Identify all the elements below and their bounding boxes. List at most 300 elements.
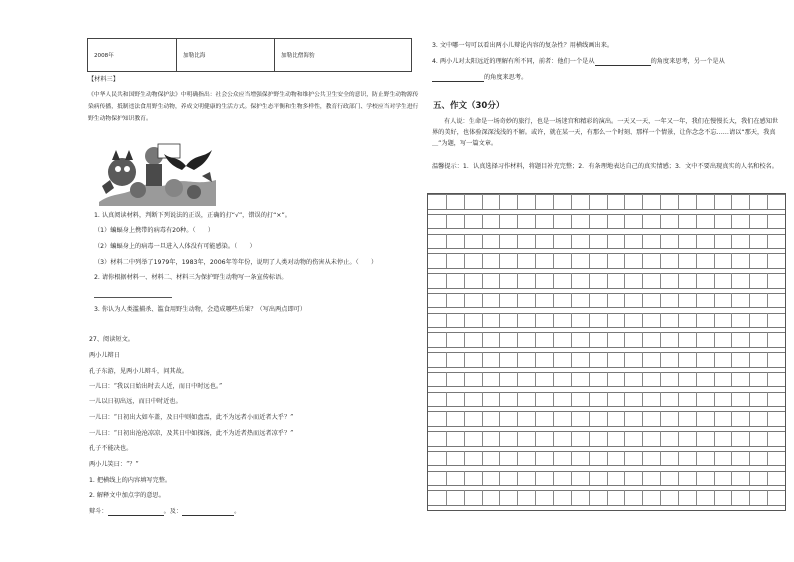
- passage-line-7: 两小儿笑曰：“？”: [89, 461, 139, 468]
- grid-cell-divider: [464, 352, 465, 367]
- grid-cell-divider: [607, 313, 608, 328]
- grid-row-bottom: [428, 505, 785, 506]
- passage-line-5: 一儿曰：“日初出沧沧凉凉，及其日中如探汤，此不为近者热而远者凉乎？”: [89, 430, 294, 437]
- grid-cell-divider: [589, 471, 590, 486]
- grid-cell-divider: [553, 214, 554, 229]
- grid-row-bottom: [428, 209, 785, 210]
- grid-cell-divider: [678, 234, 679, 249]
- grid-cell-divider: [589, 253, 590, 268]
- grid-cell-divider: [499, 431, 500, 446]
- section-heading-essay: 五、作文（30分）: [433, 101, 505, 111]
- question-1-1: （1）蝙蝠身上携带的病毒有20种。（ ）: [94, 227, 215, 234]
- grid-cell-divider: [589, 431, 590, 446]
- grid-cell-divider: [714, 313, 715, 328]
- answer-line: [94, 297, 172, 298]
- grid-cell-divider: [624, 234, 625, 249]
- grid-cell-divider: [607, 490, 608, 505]
- passage-line-3: 一儿以日初出远，而日中时近也。: [89, 398, 182, 405]
- grid-cell-divider: [535, 431, 536, 446]
- grid-cell-divider: [464, 471, 465, 486]
- grid-cell-divider: [446, 293, 447, 308]
- grid-cell-divider: [678, 214, 679, 229]
- grid-cell-divider: [749, 234, 750, 249]
- grid-cell-divider: [517, 313, 518, 328]
- grid-cell-divider: [571, 332, 572, 347]
- grid-cell-divider: [589, 392, 590, 407]
- grid-cell-divider: [749, 352, 750, 367]
- grid-cell-divider: [517, 392, 518, 407]
- grid-cell-divider: [446, 273, 447, 288]
- grid-cell-divider: [482, 431, 483, 446]
- grid-cell-divider: [482, 273, 483, 288]
- grid-cell-divider: [553, 392, 554, 407]
- grid-cell-divider: [696, 293, 697, 308]
- grid-cell-divider: [499, 411, 500, 426]
- grid-cell-divider: [517, 471, 518, 486]
- grid-cell-divider: [464, 253, 465, 268]
- grid-cell-divider: [482, 490, 483, 505]
- grid-cell-divider: [714, 431, 715, 446]
- grid-cell-divider: [660, 451, 661, 466]
- question-27: 27、阅读短文。: [89, 336, 134, 343]
- grid-cell-divider: [517, 194, 518, 209]
- grid-cell-divider: [642, 293, 643, 308]
- grid-cell-divider: [696, 234, 697, 249]
- grid-cell-divider: [535, 352, 536, 367]
- answer-blank[interactable]: [108, 515, 164, 516]
- grid-cell-divider: [624, 332, 625, 347]
- grid-cell-divider: [482, 411, 483, 426]
- grid-cell-divider: [589, 313, 590, 328]
- grid-cell-divider: [714, 273, 715, 288]
- grid-cell-divider: [517, 273, 518, 288]
- grid-cell-divider: [714, 253, 715, 268]
- grid-cell-divider: [607, 273, 608, 288]
- grid-cell-divider: [464, 490, 465, 505]
- grid-cell-divider: [624, 253, 625, 268]
- grid-cell-divider: [767, 372, 768, 387]
- grid-cell-divider: [767, 431, 768, 446]
- grid-cell-divider: [624, 214, 625, 229]
- grid-cell-divider: [714, 293, 715, 308]
- grid-cell-divider: [696, 372, 697, 387]
- grid-cell-divider: [642, 234, 643, 249]
- grid-cell-divider: [446, 234, 447, 249]
- bat-cartoon-illustration: [94, 136, 220, 206]
- question-3-right: 3. 文中哪一句可以看出两小儿辩论内容的复杂性？用横线画出来。: [432, 42, 614, 49]
- essay-tips: 温馨提示：1．认真选择习作材料，将题目补充完整；2．有条理地表达自己的真实情感；3．文中不要出现真实的人名和校名。: [432, 163, 778, 170]
- grid-cell-divider: [589, 490, 590, 505]
- answer-blank[interactable]: [182, 515, 234, 516]
- grid-cell-divider: [660, 372, 661, 387]
- grid-row-bottom: [428, 406, 785, 407]
- grid-cell-divider: [642, 392, 643, 407]
- grid-cell-divider: [535, 313, 536, 328]
- grid-cell-divider: [678, 313, 679, 328]
- grid-cell-divider: [535, 214, 536, 229]
- grid-cell-divider: [553, 332, 554, 347]
- grid-cell-divider: [714, 451, 715, 466]
- grid-cell-divider: [731, 392, 732, 407]
- grid-cell-divider: [678, 194, 679, 209]
- question-4-part-b: 的角度来思考，另一个是从: [650, 58, 725, 65]
- grid-cell-divider: [553, 234, 554, 249]
- grid-cell-divider: [731, 451, 732, 466]
- grid-cell-divider: [571, 392, 572, 407]
- grid-cell-divider: [767, 194, 768, 209]
- grid-cell-divider: [517, 451, 518, 466]
- grid-cell-divider: [535, 273, 536, 288]
- grid-cell-divider: [642, 253, 643, 268]
- sub-question-2-label-a: 辩斗：: [89, 508, 108, 515]
- grid-row-bottom: [428, 485, 785, 486]
- grid-cell-divider: [499, 490, 500, 505]
- sub-question-2: 2. 解释文中加点字的意思。: [89, 492, 165, 499]
- grid-cell-divider: [678, 490, 679, 505]
- grid-cell-divider: [642, 214, 643, 229]
- grid-cell-divider: [517, 352, 518, 367]
- grid-cell-divider: [535, 234, 536, 249]
- grid-cell-divider: [517, 411, 518, 426]
- grid-cell-divider: [607, 372, 608, 387]
- grid-cell-divider: [696, 411, 697, 426]
- grid-cell-divider: [767, 411, 768, 426]
- grid-cell-divider: [767, 214, 768, 229]
- grid-cell-divider: [553, 471, 554, 486]
- grid-cell-divider: [660, 490, 661, 505]
- grid-cell-divider: [482, 332, 483, 347]
- table-row: [88, 39, 412, 72]
- table-cell-animal: 加勒比僧海豹: [275, 39, 412, 72]
- grid-cell-divider: [624, 411, 625, 426]
- grid-cell-divider: [624, 372, 625, 387]
- grid-cell-divider: [714, 194, 715, 209]
- grid-cell-divider: [499, 273, 500, 288]
- grid-cell-divider: [731, 273, 732, 288]
- grid-row-bottom: [428, 347, 785, 348]
- grid-cell-divider: [607, 431, 608, 446]
- grid-cell-divider: [678, 332, 679, 347]
- grid-cell-divider: [714, 352, 715, 367]
- grid-cell-divider: [571, 214, 572, 229]
- grid-cell-divider: [499, 471, 500, 486]
- grid-cell-divider: [464, 392, 465, 407]
- grid-cell-divider: [660, 234, 661, 249]
- grid-cell-divider: [749, 372, 750, 387]
- grid-cell-divider: [624, 451, 625, 466]
- grid-cell-divider: [553, 313, 554, 328]
- grid-cell-divider: [535, 411, 536, 426]
- grid-cell-divider: [553, 352, 554, 367]
- passage-line-2: 一儿曰：“我以日始出时去人近，而日中时远也。”: [89, 383, 223, 390]
- grid-cell-divider: [642, 194, 643, 209]
- grid-cell-divider: [731, 471, 732, 486]
- grid-cell-divider: [607, 253, 608, 268]
- grid-cell-divider: [589, 273, 590, 288]
- question-1-3: （3）材料二中列举了1979年，1983年，2006年等年份，说明了人类对动物的伤害从未停止。（ ）: [94, 259, 378, 266]
- grid-cell-divider: [535, 194, 536, 209]
- grid-cell-divider: [482, 392, 483, 407]
- grid-cell-divider: [767, 392, 768, 407]
- grid-cell-divider: [642, 471, 643, 486]
- grid-cell-divider: [499, 194, 500, 209]
- grid-cell-divider: [499, 214, 500, 229]
- sub-question-1: 1. 把横线上的内容填写完整。: [89, 477, 172, 484]
- grid-cell-divider: [660, 253, 661, 268]
- grid-cell-divider: [642, 411, 643, 426]
- grid-cell-divider: [464, 451, 465, 466]
- grid-cell-divider: [696, 332, 697, 347]
- grid-cell-divider: [731, 431, 732, 446]
- grid-cell-divider: [571, 253, 572, 268]
- grid-cell-divider: [589, 372, 590, 387]
- grid-cell-divider: [731, 253, 732, 268]
- grid-cell-divider: [446, 313, 447, 328]
- material3-text: 《中华人民共和国野生动物保护法》中明确指出：社会公众应当增强保护野生动物和维护公共卫生安全的意识，防止野生动物源传染病传播，抵制违法食用野生动物，养成文明健康的生活方式。保护生态平衡和生物多样性，教育行政部门、学校应当对学生进行野生动物保护知识教育。: [88, 92, 419, 122]
- year-table: [87, 38, 412, 72]
- grid-cell-divider: [464, 234, 465, 249]
- grid-cell-divider: [714, 392, 715, 407]
- grid-cell-divider: [607, 214, 608, 229]
- grid-cell-divider: [446, 411, 447, 426]
- grid-cell-divider: [624, 194, 625, 209]
- grid-cell-divider: [767, 451, 768, 466]
- grid-row-bottom: [428, 327, 785, 328]
- grid-cell-divider: [446, 372, 447, 387]
- grid-cell-divider: [607, 451, 608, 466]
- grid-cell-divider: [607, 471, 608, 486]
- question-2: 2. 请你根据材料一、材料二、材料三为保护野生动物写一条宣传标语。: [94, 274, 288, 281]
- grid-cell-divider: [660, 214, 661, 229]
- grid-cell-divider: [482, 451, 483, 466]
- question-3: 3. 你认为人类滥捕杀、滥食用野生动物，会造成哪些后果？（写出两点即可）: [94, 306, 307, 313]
- grid-cell-divider: [464, 411, 465, 426]
- grid-cell-divider: [767, 332, 768, 347]
- grid-cell-divider: [696, 490, 697, 505]
- passage-line-1: 孔子东游，见两小儿辩斗，问其故。: [89, 368, 188, 375]
- grid-cell-divider: [464, 214, 465, 229]
- writing-grid[interactable]: [427, 193, 786, 511]
- grid-row-bottom: [428, 426, 785, 427]
- grid-cell-divider: [714, 332, 715, 347]
- grid-cell-divider: [446, 352, 447, 367]
- grid-cell-divider: [446, 471, 447, 486]
- grid-row-bottom: [428, 288, 785, 289]
- grid-cell-divider: [446, 392, 447, 407]
- question-4: [432, 58, 725, 66]
- grid-cell-divider: [571, 293, 572, 308]
- grid-cell-divider: [678, 253, 679, 268]
- grid-cell-divider: [660, 352, 661, 367]
- grid-cell-divider: [624, 471, 625, 486]
- grid-cell-divider: [571, 352, 572, 367]
- grid-row-bottom: [428, 228, 785, 229]
- answer-blank[interactable]: [595, 65, 651, 66]
- grid-cell-divider: [749, 392, 750, 407]
- grid-cell-divider: [589, 352, 590, 367]
- grid-cell-divider: [464, 194, 465, 209]
- grid-cell-divider: [607, 234, 608, 249]
- grid-cell-divider: [749, 451, 750, 466]
- grid-cell-divider: [553, 194, 554, 209]
- grid-cell-divider: [589, 411, 590, 426]
- grid-cell-divider: [624, 273, 625, 288]
- grid-cell-divider: [571, 490, 572, 505]
- grid-cell-divider: [482, 471, 483, 486]
- grid-cell-divider: [571, 372, 572, 387]
- grid-cell-divider: [535, 451, 536, 466]
- grid-cell-divider: [731, 313, 732, 328]
- grid-cell-divider: [767, 293, 768, 308]
- grid-cell-divider: [696, 392, 697, 407]
- grid-cell-divider: [553, 253, 554, 268]
- grid-cell-divider: [482, 214, 483, 229]
- grid-cell-divider: [696, 352, 697, 367]
- grid-cell-divider: [482, 194, 483, 209]
- grid-cell-divider: [482, 352, 483, 367]
- grid-cell-divider: [749, 490, 750, 505]
- grid-cell-divider: [571, 234, 572, 249]
- grid-cell-divider: [678, 293, 679, 308]
- grid-cell-divider: [642, 273, 643, 288]
- question-1-2: （2）蝙蝠身上的病毒一旦进入人体没有可能感染。（ ）: [94, 243, 256, 250]
- grid-cell-divider: [731, 411, 732, 426]
- grid-cell-divider: [464, 273, 465, 288]
- grid-cell-divider: [660, 332, 661, 347]
- grid-cell-divider: [749, 313, 750, 328]
- grid-cell-divider: [499, 313, 500, 328]
- grid-cell-divider: [678, 431, 679, 446]
- grid-cell-divider: [589, 332, 590, 347]
- grid-cell-divider: [731, 293, 732, 308]
- grid-cell-divider: [499, 372, 500, 387]
- grid-row-bottom: [428, 446, 785, 447]
- grid-cell-divider: [482, 372, 483, 387]
- grid-cell-divider: [660, 411, 661, 426]
- grid-cell-divider: [696, 253, 697, 268]
- grid-cell-divider: [749, 293, 750, 308]
- grid-cell-divider: [678, 372, 679, 387]
- grid-cell-divider: [535, 293, 536, 308]
- grid-cell-divider: [607, 352, 608, 367]
- grid-cell-divider: [642, 352, 643, 367]
- grid-cell-divider: [749, 332, 750, 347]
- grid-cell-divider: [660, 293, 661, 308]
- grid-cell-divider: [696, 214, 697, 229]
- grid-cell-divider: [767, 352, 768, 367]
- grid-cell-divider: [642, 451, 643, 466]
- grid-cell-divider: [589, 234, 590, 249]
- grid-cell-divider: [499, 392, 500, 407]
- grid-row-bottom: [428, 307, 785, 308]
- grid-row-bottom: [428, 465, 785, 466]
- passage-line-6: 孔子不能决也。: [89, 445, 133, 452]
- answer-blank[interactable]: [432, 81, 484, 82]
- grid-cell-divider: [589, 451, 590, 466]
- grid-cell-divider: [696, 194, 697, 209]
- grid-cell-divider: [607, 332, 608, 347]
- grid-cell-divider: [678, 451, 679, 466]
- grid-cell-divider: [499, 234, 500, 249]
- grid-cell-divider: [642, 332, 643, 347]
- grid-cell-divider: [642, 313, 643, 328]
- grid-cell-divider: [499, 293, 500, 308]
- grid-cell-divider: [553, 490, 554, 505]
- grid-cell-divider: [589, 194, 590, 209]
- grid-cell-divider: [535, 332, 536, 347]
- grid-cell-divider: [499, 451, 500, 466]
- grid-cell-divider: [678, 392, 679, 407]
- grid-cell-divider: [464, 431, 465, 446]
- grid-cell-divider: [517, 490, 518, 505]
- sub-question-2-label-b: 。及：: [163, 508, 183, 515]
- grid-cell-divider: [482, 234, 483, 249]
- grid-cell-divider: [749, 194, 750, 209]
- grid-cell-divider: [696, 313, 697, 328]
- grid-cell-divider: [571, 411, 572, 426]
- grid-cell-divider: [624, 431, 625, 446]
- grid-cell-divider: [482, 313, 483, 328]
- grid-row-bottom: [428, 268, 785, 269]
- grid-cell-divider: [464, 372, 465, 387]
- grid-cell-divider: [714, 411, 715, 426]
- grid-cell-divider: [499, 332, 500, 347]
- material3-label: 【材料三】: [88, 76, 119, 83]
- grid-cell-divider: [553, 431, 554, 446]
- grid-cell-divider: [517, 431, 518, 446]
- grid-cell-divider: [607, 392, 608, 407]
- grid-cell-divider: [767, 471, 768, 486]
- grid-cell-divider: [660, 431, 661, 446]
- grid-cell-divider: [714, 234, 715, 249]
- grid-cell-divider: [767, 273, 768, 288]
- grid-cell-divider: [660, 471, 661, 486]
- grid-cell-divider: [464, 332, 465, 347]
- grid-cell-divider: [553, 273, 554, 288]
- grid-cell-divider: [517, 293, 518, 308]
- grid-cell-divider: [517, 253, 518, 268]
- grid-cell-divider: [642, 490, 643, 505]
- grid-cell-divider: [660, 313, 661, 328]
- sub-question-2-end: 。: [234, 508, 241, 515]
- question-4-cont: [432, 74, 527, 82]
- grid-cell-divider: [714, 490, 715, 505]
- grid-cell-divider: [731, 194, 732, 209]
- table-cell-place: 加勒比海: [177, 39, 275, 72]
- grid-cell-divider: [571, 451, 572, 466]
- grid-cell-divider: [446, 194, 447, 209]
- grid-cell-divider: [749, 253, 750, 268]
- grid-row-bottom: [428, 386, 785, 387]
- grid-cell-divider: [731, 490, 732, 505]
- grid-cell-divider: [696, 451, 697, 466]
- grid-cell-divider: [749, 214, 750, 229]
- grid-cell-divider: [589, 214, 590, 229]
- grid-cell-divider: [696, 273, 697, 288]
- grid-cell-divider: [660, 194, 661, 209]
- grid-cell-divider: [731, 352, 732, 367]
- grid-cell-divider: [482, 253, 483, 268]
- grid-cell-divider: [731, 214, 732, 229]
- question-1: 1. 认真阅读材料，判断下列说法的正误，正确的打“√”，错误的打“×”。: [94, 212, 291, 219]
- grid-cell-divider: [571, 313, 572, 328]
- grid-cell-divider: [678, 273, 679, 288]
- grid-cell-divider: [731, 234, 732, 249]
- grid-cell-divider: [624, 293, 625, 308]
- grid-cell-divider: [571, 471, 572, 486]
- grid-cell-divider: [517, 214, 518, 229]
- grid-cell-divider: [678, 471, 679, 486]
